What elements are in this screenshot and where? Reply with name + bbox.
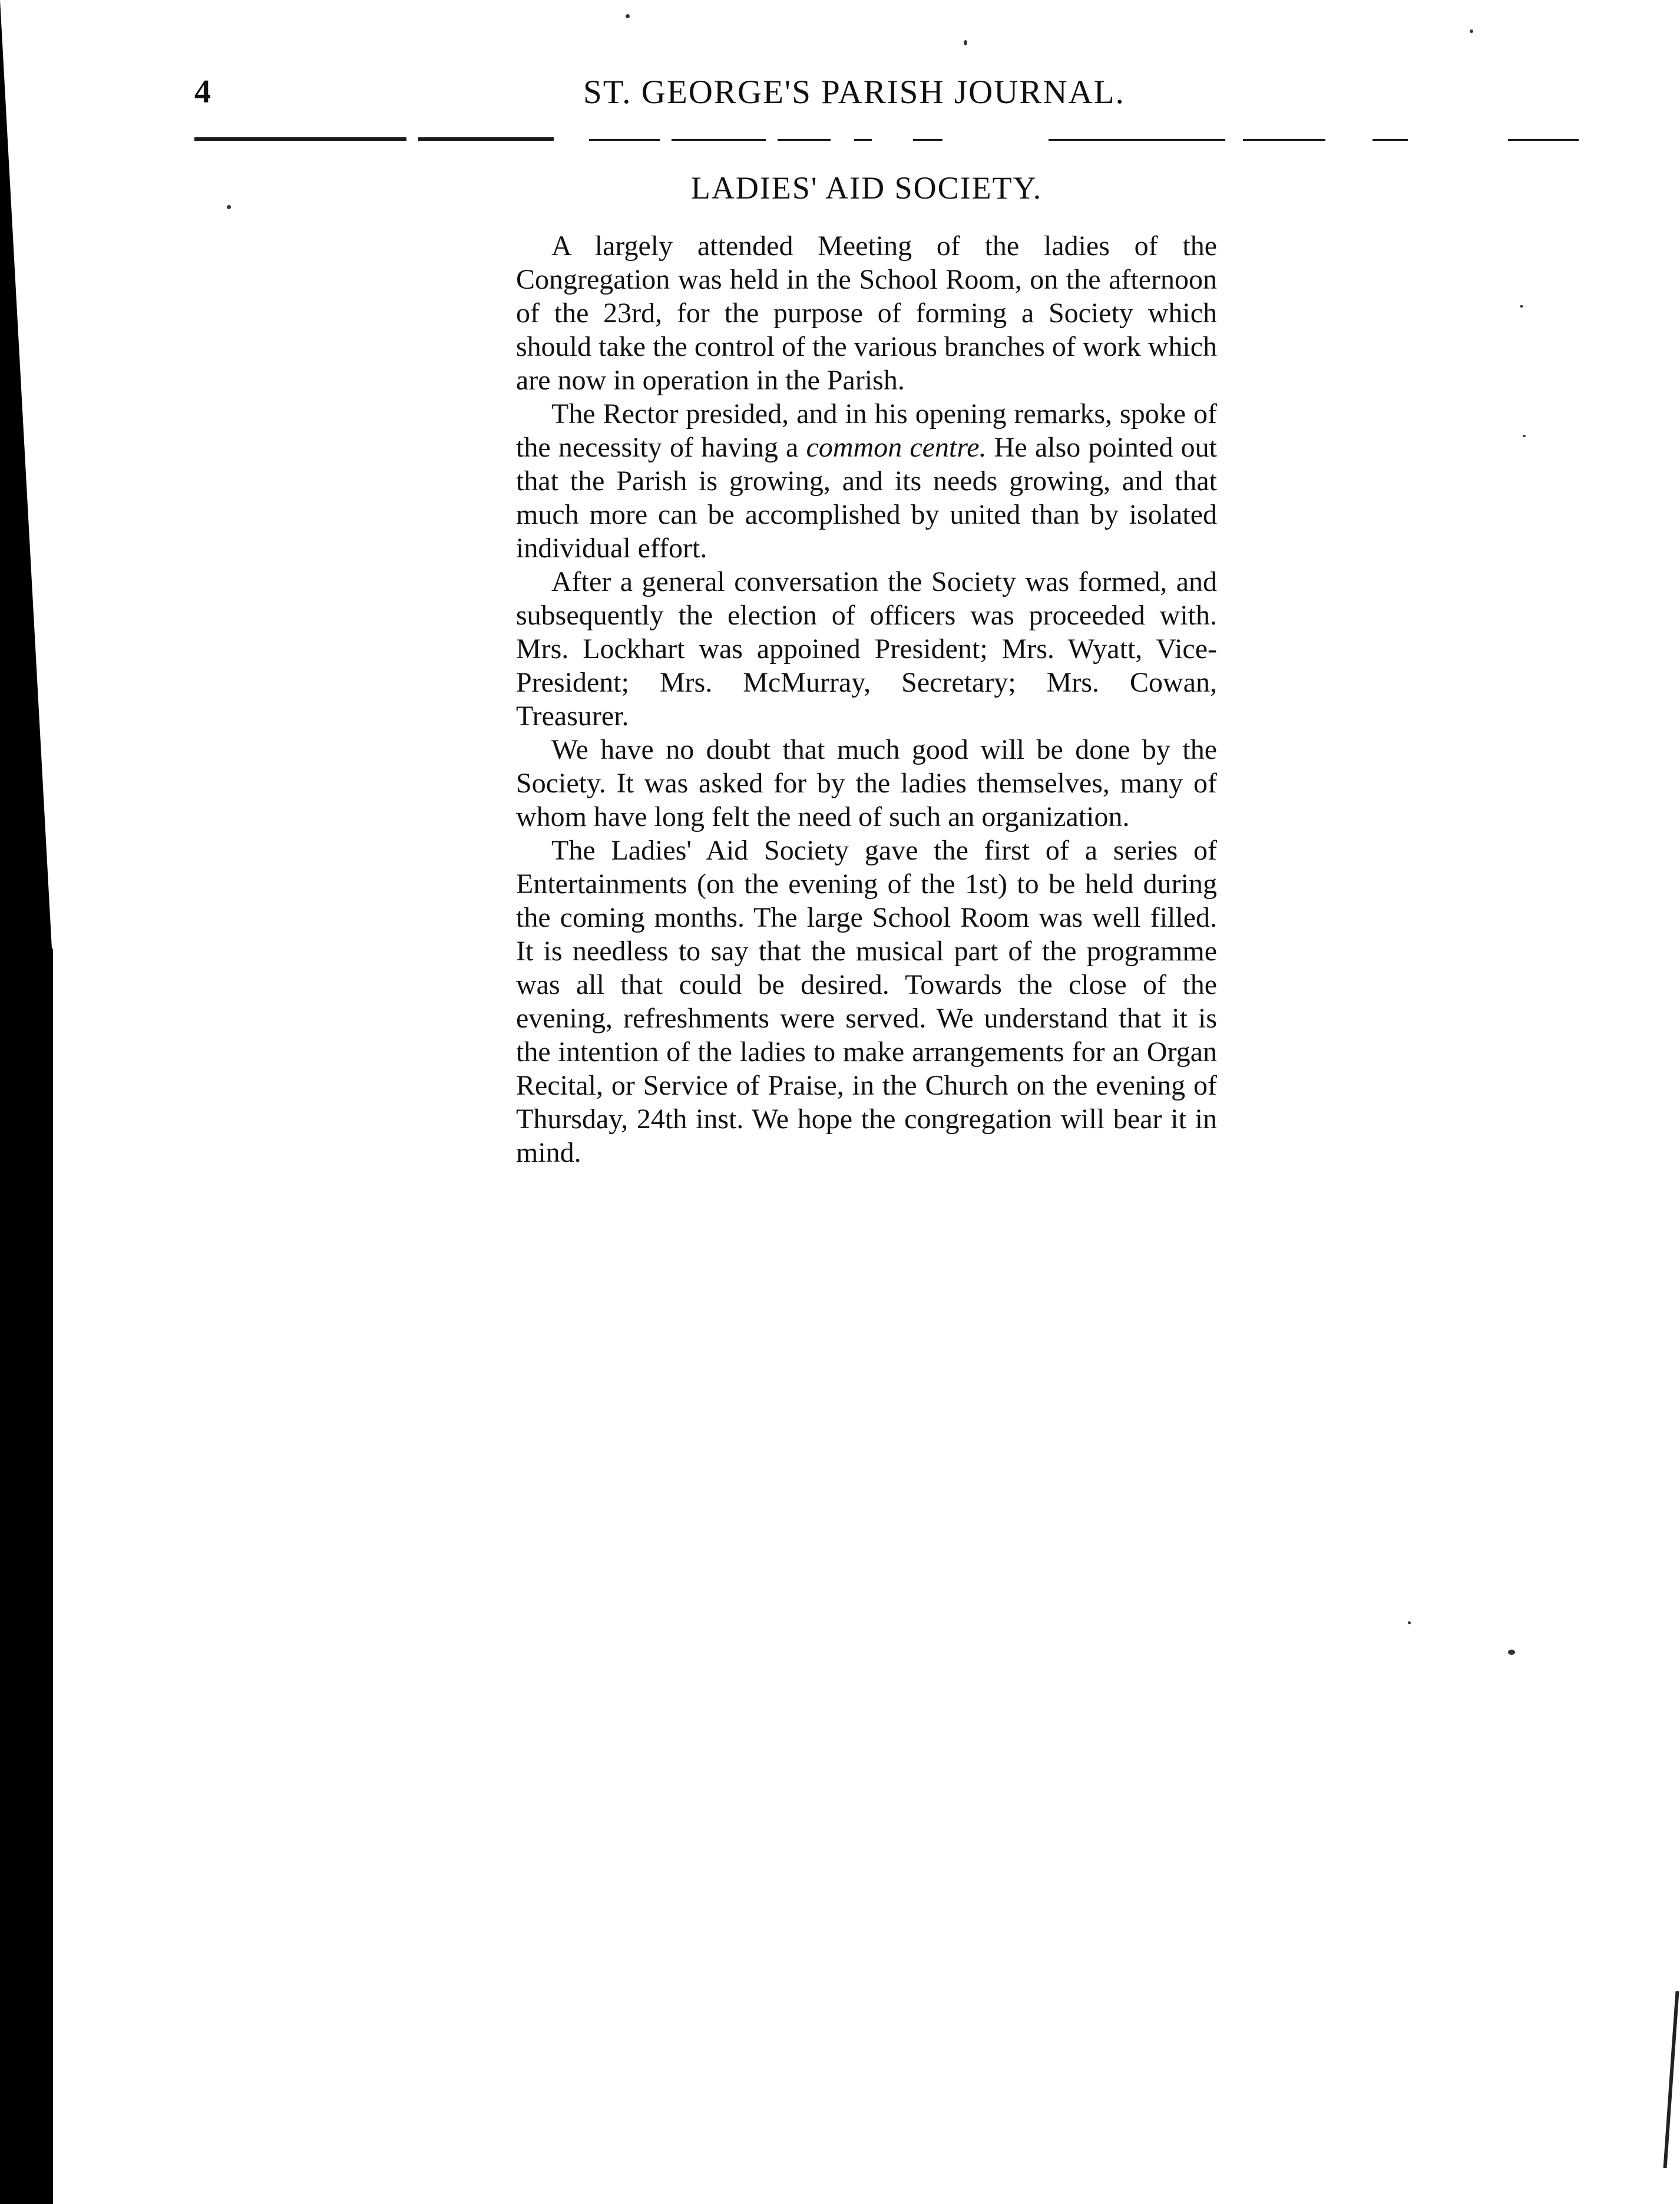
article-paragraph <box>516 397 1217 565</box>
article-paragraph: We have no doubt that much good will be done by the Society. It was asked for by the ladies themselves, many of whom have long felt the need of such an organization. <box>516 734 1217 833</box>
article-paragraph: After a general conversation the Society was formed, and subsequently the election of officers was proceeded with. Mrs. Lockhart was appoined President; Mrs. Wyatt, Vice-President; Mrs. McMurray, Secretary; Mrs. Cowan, Treasurer. <box>516 566 1217 732</box>
scan-speck <box>227 205 231 209</box>
article-paragraph: A largely attended Meeting of the ladies of the Congregation was held in the School Room, on the afternoon of the 23rd, for the purpose of forming a Society which should take the control of the various branches of work which are now in operation in the Parish. <box>516 230 1217 396</box>
scan-speck <box>1408 1621 1411 1624</box>
page-number: 4 <box>194 74 211 110</box>
scan-speck <box>1523 435 1526 437</box>
article-paragraph: The Ladies' Aid Society gave the first of a series of Entertainments (on the evening of the 1st) to be held during the coming months. The large School Room was well filled. It is needless to say that the musical part of the programme was all that could be desired. Towards the close of the evening, refreshments were served. We understand that it is the intention of the ladies to make arrangements for an Organ Recital, or Service of Praise, in the Church on the evening of Thursday, 24th inst. We hope the congregation will bear it in mind. <box>516 835 1217 1169</box>
scan-speck <box>1470 29 1473 33</box>
scan-speck <box>1520 305 1523 308</box>
paragraph-text: The Rector presided, and in his opening remarks, spoke of the necessity of having a <box>516 398 1217 464</box>
scan-speck <box>964 40 967 45</box>
paragraph-text: He also pointed out that the Parish is growing, and its needs growing, and that much more can be accomplished by united than by isolated individual effort. <box>516 432 1218 564</box>
emphasized-phrase: common centre. <box>806 432 987 464</box>
scan-edge-mark <box>1664 1991 1679 2168</box>
article-ladies-aid-society <box>516 158 1217 1169</box>
scan-edge-shadow <box>0 0 52 949</box>
journal-title: ST. GEORGE'S PARISH JOURNAL. <box>583 74 1125 111</box>
scan-edge-shadow <box>0 949 53 2204</box>
scan-speck <box>1508 1650 1515 1655</box>
article-title: LADIES' AID SOCIETY. <box>690 170 1043 206</box>
scan-speck <box>626 14 630 18</box>
